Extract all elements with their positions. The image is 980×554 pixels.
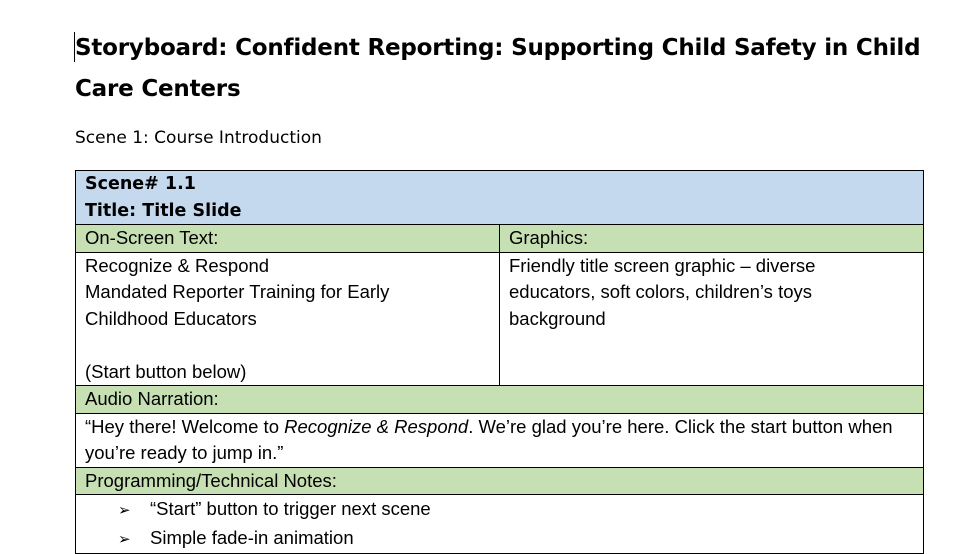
on-screen-text-label: On-Screen Text: xyxy=(76,225,500,253)
audio-text-suffix: . We’re glad you’re here. Click the start button when you’re ready to jump in.” xyxy=(85,415,893,463)
on-screen-text-line: Recognize & Respond xyxy=(85,254,270,276)
graphics-line: Friendly title screen graphic – diverse xyxy=(509,254,816,276)
scene-header-row xyxy=(76,171,924,225)
graphics-cell xyxy=(500,252,924,386)
label-row xyxy=(76,225,924,253)
storyboard-table xyxy=(75,170,924,554)
scene-header-cell xyxy=(76,171,924,225)
blank-line xyxy=(85,332,490,359)
list-item xyxy=(118,495,914,524)
graphics-label: Graphics: xyxy=(500,225,924,253)
scene-number: Scene# 1.1 xyxy=(85,174,196,194)
on-screen-text-line: Mandated Reporter Training for Early xyxy=(85,281,390,302)
graphics-line: educators, soft colors, children’s toys xyxy=(509,281,812,302)
audio-text-prefix: “Hey there! Welcome to xyxy=(85,415,285,437)
technical-notes-label: Programming/Technical Notes: xyxy=(76,467,924,495)
note-text: Simple fade-in animation xyxy=(150,527,354,548)
audio-row xyxy=(76,413,924,467)
notes-row xyxy=(76,495,924,554)
technical-notes-cell xyxy=(76,495,924,554)
graphics-line: background xyxy=(509,307,606,329)
on-screen-text-cell xyxy=(76,252,500,386)
audio-label-row xyxy=(76,386,924,414)
on-screen-text-line: (Start button below) xyxy=(85,360,247,382)
content-row xyxy=(76,252,924,386)
audio-text-italic: Recognize & Respond xyxy=(284,415,469,437)
scene-title: Title: Title Slide xyxy=(85,200,242,221)
on-screen-text-line: Childhood Educators xyxy=(85,307,257,329)
notes-list xyxy=(85,495,914,553)
arrow-bullet-icon: ➢ xyxy=(118,502,131,519)
document-title: Storyboard: Confident Reporting: Supporting Child Safety in Child Care Centers xyxy=(75,35,921,102)
list-item xyxy=(118,524,914,553)
arrow-bullet-icon: ➢ xyxy=(118,531,131,548)
notes-label-row xyxy=(76,467,924,495)
note-text: “Start” button to trigger next scene xyxy=(150,498,431,519)
scene-heading: Scene 1: Course Introduction xyxy=(75,128,322,148)
audio-narration-cell xyxy=(76,413,924,467)
audio-narration-label: Audio Narration: xyxy=(76,386,924,414)
